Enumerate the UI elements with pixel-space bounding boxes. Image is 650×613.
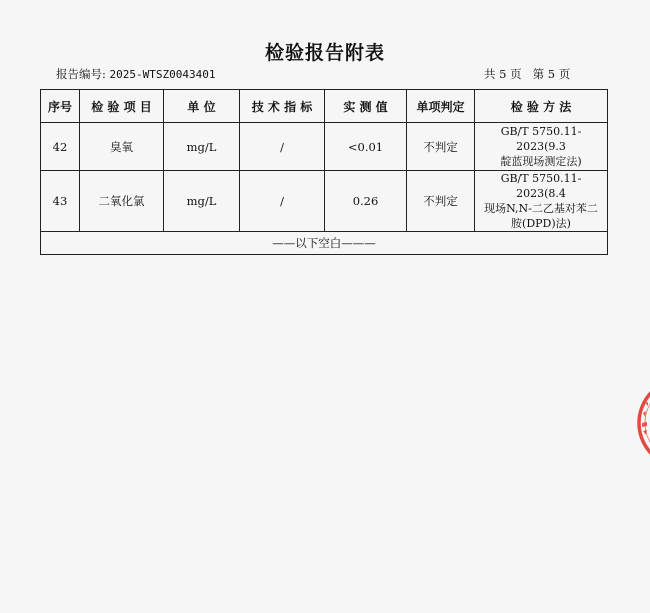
- cell-method: [475, 123, 608, 171]
- cell-item: 臭氧: [80, 123, 164, 171]
- report-number: [56, 66, 216, 82]
- cell-item: 二氧化氯: [80, 171, 164, 232]
- cell-no: 42: [41, 123, 80, 171]
- report-number-label: 报告编号:: [56, 67, 106, 81]
- table-row: [41, 123, 608, 171]
- cell-spec: /: [240, 123, 325, 171]
- cell-unit: mg/L: [164, 123, 240, 171]
- cell-method: [475, 171, 608, 232]
- cell-judgment: 不判定: [407, 171, 475, 232]
- header-spec: 技 术 指 标: [240, 90, 325, 123]
- method-line: 靛蓝现场测定法): [500, 155, 582, 168]
- results-table: [40, 89, 608, 255]
- table-row: [41, 171, 608, 232]
- method-line: GB/T 5750.11-2023(8.4: [500, 172, 582, 200]
- end-note-row: [41, 232, 608, 255]
- page-info: 共 5 页 第 5 页: [484, 67, 571, 81]
- document-title: 检验报告附表: [264, 42, 385, 64]
- header-judgment: 单项判定: [407, 90, 475, 123]
- header-no: 序号: [41, 90, 80, 123]
- cell-measured: <0.01: [325, 123, 407, 171]
- cell-no: 43: [41, 171, 80, 232]
- header-unit: 单 位: [164, 90, 240, 123]
- cell-unit: mg/L: [164, 171, 240, 232]
- header-item: 检 验 项 目: [80, 90, 164, 123]
- header-row: [41, 90, 608, 123]
- method-line: 胺(DPD)法): [511, 217, 571, 230]
- cell-judgment: 不判定: [407, 123, 475, 171]
- seal-stamp-icon: [633, 373, 650, 473]
- method-line: GB/T 5750.11-2023(9.3: [500, 125, 582, 153]
- header-method: 检 验 方 法: [475, 90, 608, 123]
- header-measured: 实 测 值: [325, 90, 407, 123]
- cell-spec: /: [240, 171, 325, 232]
- cell-measured: 0.26: [325, 171, 407, 232]
- report-number-value: 2025-WTSZ0043401: [109, 68, 216, 81]
- end-note: ——以下空白———: [41, 232, 608, 255]
- method-line: 现场N,N-二乙基对苯二: [484, 202, 598, 215]
